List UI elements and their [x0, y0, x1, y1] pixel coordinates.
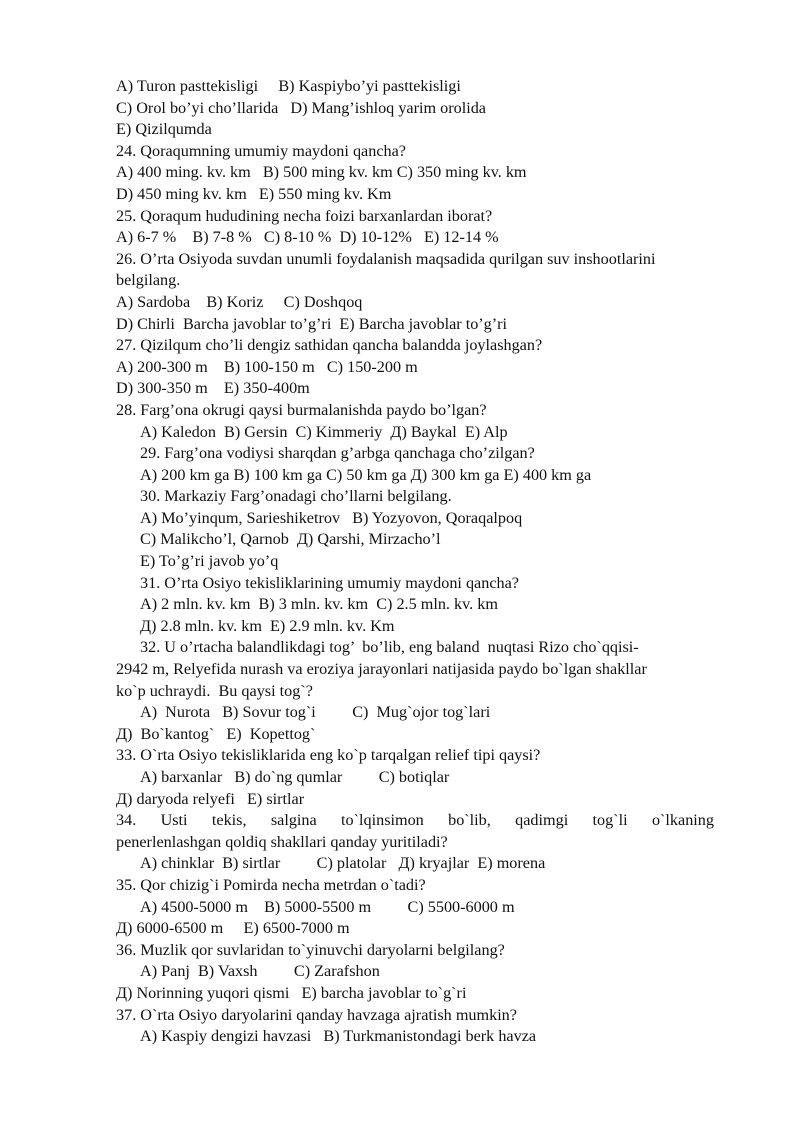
- text-line: E) Qizilqumda: [116, 120, 212, 139]
- text-line: A) Mo’yinqum, Sarieshiketrov B) Yozyovon, Qoraqalpoq: [140, 508, 523, 527]
- question-36: 36. Muzlik qor suvlaridan to`yinuvchi daryolarni belgilang?: [116, 940, 505, 959]
- text-line: A) Panj B) Vaxsh C) Zarafshon: [140, 962, 380, 981]
- text-line: C) Orol bo’yi cho’llarida D) Mang’ishloq yarim orolida: [116, 98, 486, 117]
- question-27: 27. Qizilqum cho’li dengiz sathidan qancha balandda joylashgan?: [116, 336, 543, 355]
- question-32: 32. U o’rtacha balandlikdagi tog’ bo’lib, eng baland nuqtasi Rizo cho`qqisi-: [140, 638, 639, 657]
- text-line: penerlenlashgan qoldiq shakllari qanday yuritiladi?: [116, 832, 448, 851]
- text-line: D) Chirli Barcha javoblar to’g’ri E) Barcha javoblar to’g’ri: [116, 314, 508, 333]
- question-34: [116, 810, 714, 832]
- question-31: 31. O’rta Osiyo tekisliklarining umumiy maydoni qancha?: [140, 573, 519, 592]
- text-line: ko`p uchraydi. Bu qaysi tog`?: [116, 681, 313, 700]
- question-28: 28. Farg’ona okrugi qaysi burmalanishda paydo bo’lgan?: [116, 400, 487, 419]
- text-line: Д) Norinning yuqori qismi E) barcha javoblar to`g`ri: [116, 983, 467, 1002]
- word: o`lkaning: [651, 811, 714, 830]
- text-line: A) 2 mln. kv. km B) 3 mln. kv. km C) 2.5 mln. kv. km: [140, 595, 498, 614]
- question-29: 29. Farg’ona vodiysi sharqdan g’arbga qanchaga cho’zilgan?: [140, 444, 535, 463]
- question-35: 35. Qor chizig`i Pomirda necha metrdan o`tadi?: [116, 875, 426, 894]
- text-line: C) Malikcho’l, Qarnob Д) Qarshi, Mirzacho’l: [140, 530, 441, 549]
- text-line: D) 300-350 m E) 350-400m: [116, 379, 310, 398]
- question-37: 37. O`rta Osiyo daryolarini qanday havzaga ajratish mumkin?: [116, 1005, 517, 1024]
- text-line: A) Sardoba B) Koriz C) Doshqoq: [116, 292, 363, 311]
- text-line: A) barxanlar B) do`ng qumlar C) botiqlar: [140, 768, 450, 786]
- text-line: 2942 m, Relyefida nurash va eroziya jarayonlari natijasida paydo bo`lgan shakllar: [116, 660, 647, 679]
- text-line: A) Turon pasttekisligi B) Kaspiybo’yi pasttekisligi: [116, 77, 461, 95]
- text-line: A) chinklar B) sirtlar C) platolar Д) kryajlar E) morena: [140, 854, 546, 873]
- question-26: 26. O’rta Osiyoda suvdan unumli foydalanish maqsadida qurilgan suv inshootlarini: [116, 249, 656, 268]
- text-line: Д) 2.8 mln. kv. km E) 2.9 mln. kv. Km: [140, 616, 395, 635]
- text-line: Д) 6000-6500 m E) 6500-7000 m: [116, 919, 350, 938]
- text-line: A) 400 ming. kv. km B) 500 ming kv. km C) 350 ming kv. km: [116, 163, 527, 182]
- question-24: 24. Qoraqumning umumiy maydoni qancha?: [116, 141, 406, 160]
- word: qadimgi: [515, 811, 569, 830]
- word: Usti: [160, 811, 188, 830]
- text-line: E) To’g’ri javob yo’q: [140, 552, 279, 571]
- word: tog`li: [592, 811, 628, 830]
- word: salgina: [270, 811, 317, 830]
- question-33: 33. O`rta Osiyo tekisliklarida eng ko`p tarqalgan relief tipi qaysi?: [116, 746, 541, 765]
- text-line: D) 450 ming kv. km E) 550 ming kv. Km: [116, 184, 392, 203]
- text-line: A) 200-300 m B) 100-150 m C) 150-200 m: [116, 357, 418, 376]
- text-line: A) Nurota B) Sovur tog`i C) Mug`ojor tog`lari: [140, 703, 491, 722]
- text-line: A) 4500-5000 m B) 5000-5500 m C) 5500-6000 m: [140, 897, 515, 916]
- text-line: A) Kaspiy dengizi havzasi B) Turkmanistondagi berk havza: [140, 1027, 537, 1046]
- text-line: A) Kaledon B) Gersin C) Kimmeriy Д) Baykal E) Alp: [140, 422, 508, 441]
- text-line: Д) daryoda relyefi E) sirtlar: [116, 789, 305, 808]
- question-30: 30. Markaziy Farg’onadagi cho’llarni belgilang.: [140, 487, 452, 506]
- word: to`lqinsimon: [341, 811, 424, 830]
- text-line: Д) Bo`kantog` E) Kopettog`: [116, 724, 316, 743]
- word: 34.: [116, 811, 137, 830]
- text-line: A) 200 km ga B) 100 km ga C) 50 km ga Д) 300 km ga E) 400 km ga: [140, 465, 592, 484]
- word: tekis,: [211, 811, 247, 830]
- word: bo`lib,: [448, 811, 491, 830]
- question-25: 25. Qoraqum hududining necha foizi barxanlardan iborat?: [116, 206, 493, 225]
- text-line: belgilang.: [116, 271, 181, 290]
- text-line: A) 6-7 % B) 7-8 % C) 8-10 % D) 10-12% E) 12-14 %: [116, 228, 499, 247]
